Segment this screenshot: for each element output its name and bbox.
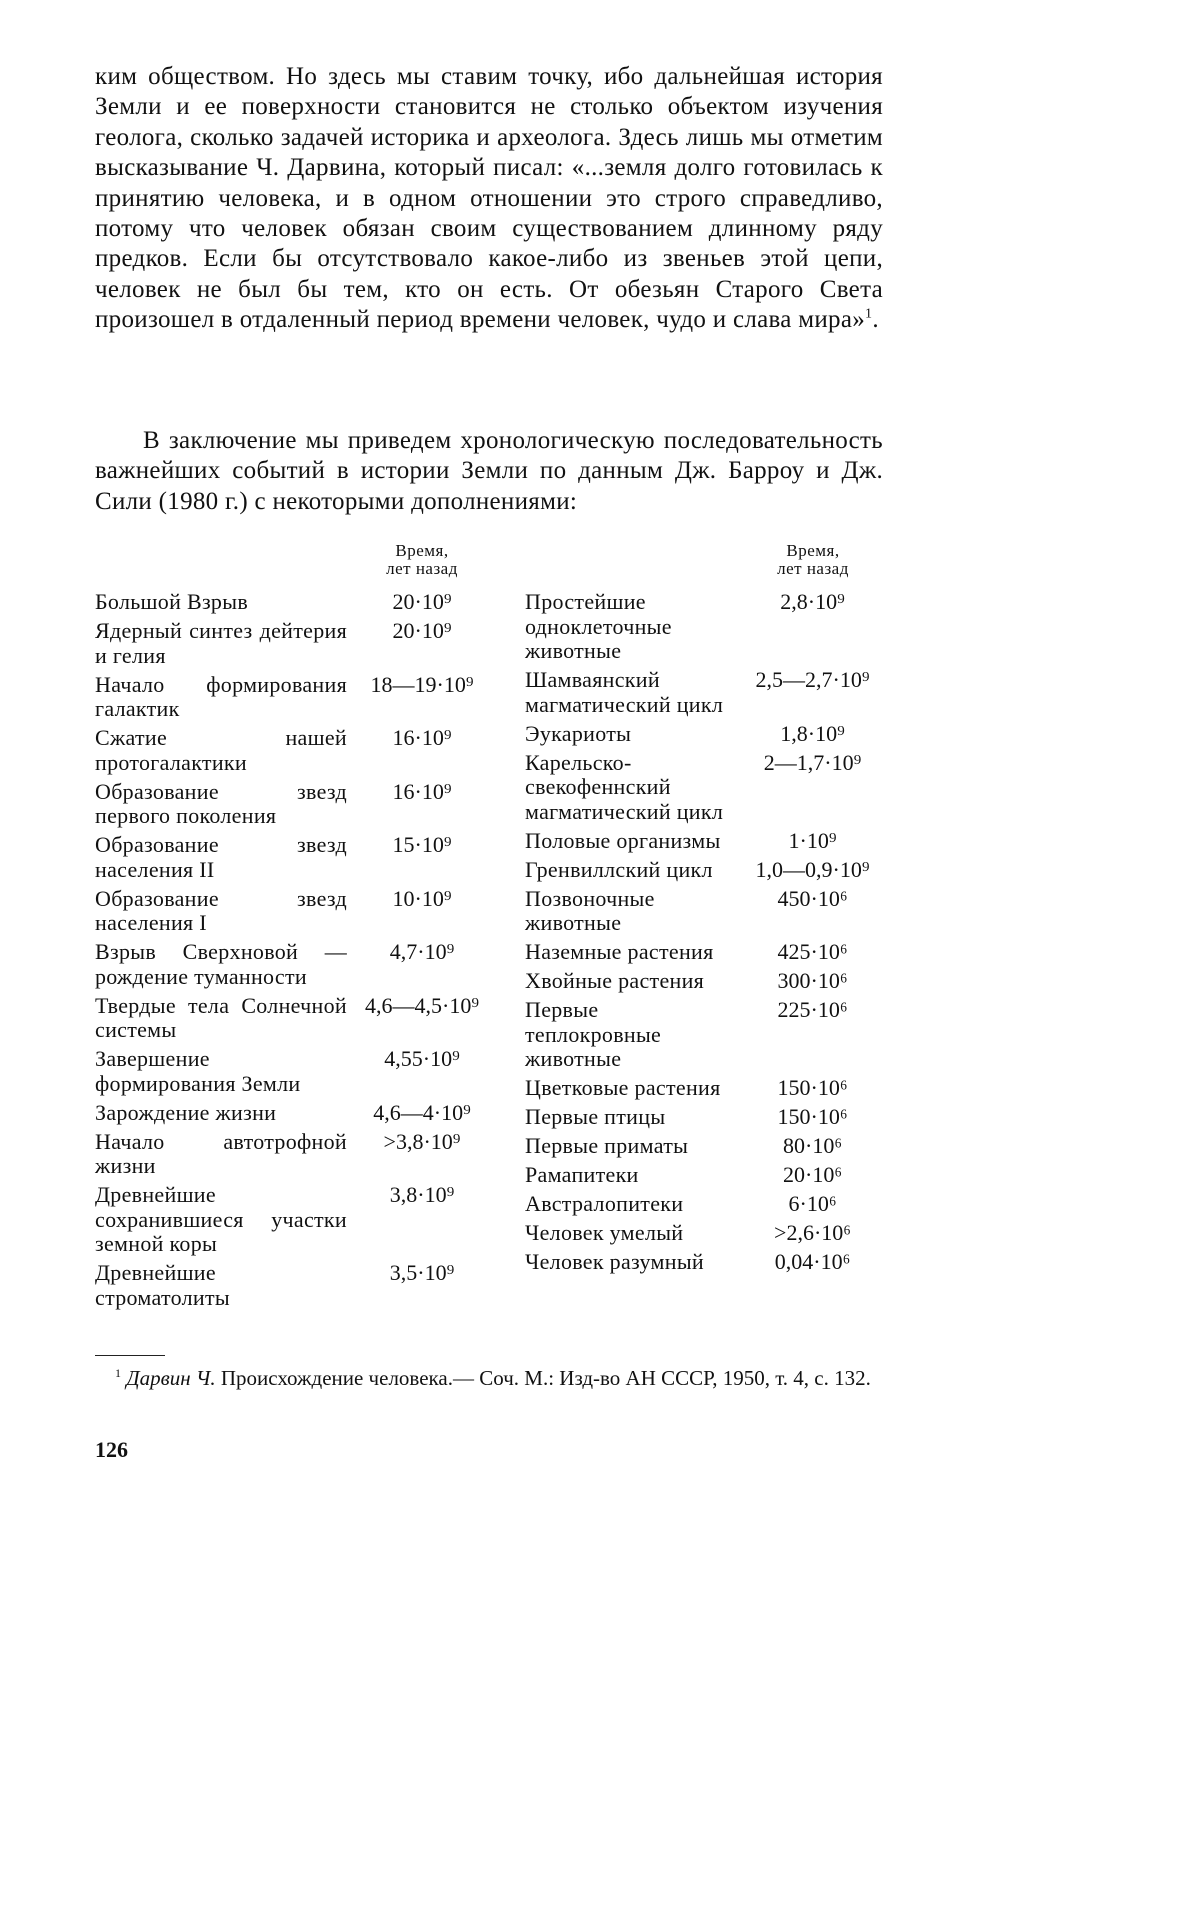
event-name: Древнейшие сохранившиеся участки земной коры [95, 1182, 347, 1256]
table-row [95, 940, 515, 989]
time-value: 1·10⁹ [788, 827, 837, 853]
table-row [525, 668, 945, 717]
event-name: Австралопитеки [525, 1191, 684, 1216]
event-name: Начало автотрофной жизни [95, 1128, 347, 1178]
time-value: 4,6—4,5·10⁹ [365, 992, 479, 1018]
time-value: 18—19·10⁹ [370, 671, 474, 697]
paragraph-darwin-quote [95, 62, 883, 336]
table-row [525, 887, 945, 936]
time-value: >2,6·10⁶ [774, 1220, 851, 1245]
time-value: 2,8·10⁹ [780, 589, 845, 614]
event-name: Хвойные растения [525, 968, 705, 993]
time-value: 1,8·10⁹ [780, 720, 845, 746]
table-row [525, 1105, 945, 1130]
event-name: Гренвиллский цикл [525, 856, 713, 882]
table-row [525, 1076, 945, 1101]
table-row [95, 887, 515, 936]
table-row [95, 994, 515, 1043]
table-row [95, 1183, 515, 1257]
event-name: Эукариоты [525, 720, 632, 746]
event-name: Начало формирования галактик [95, 671, 347, 721]
time-value: 3,8·10⁹ [389, 1182, 455, 1207]
time-value: 2,5—2,7·10⁹ [755, 667, 870, 692]
event-name: Ядерный синтез дейтерия и гелия [95, 618, 347, 668]
event-name: Рамапитеки [525, 1162, 639, 1187]
time-value: 6·10⁶ [788, 1191, 837, 1216]
time-value: 20·10⁶ [783, 1162, 842, 1187]
table-row [95, 1261, 515, 1310]
time-value: 1,0—0,9·10⁹ [755, 856, 870, 882]
time-value: 16·10⁹ [392, 778, 452, 804]
table-row [95, 1047, 515, 1096]
time-value: 3,5·10⁹ [389, 1260, 455, 1285]
time-value: 15·10⁹ [392, 832, 452, 857]
event-name: Большой Взрыв [95, 589, 249, 614]
table-row [95, 1101, 515, 1126]
event-name: Половые организмы [525, 827, 721, 853]
page-number: 126 [95, 1437, 128, 1462]
event-name: Твердые тела Солнечной системы [95, 992, 347, 1042]
event-name: Первые теплокровные животные [525, 997, 662, 1071]
table-row [95, 1130, 515, 1179]
event-name: Цветковые растения [525, 1075, 721, 1100]
time-value: 4,55·10⁹ [384, 1046, 460, 1071]
event-name: Взрыв Сверхновой — рождение туманности [95, 939, 347, 989]
table-row [525, 751, 945, 825]
paragraph-chronology-intro: В заключение мы приведем хронологическую последовательность важнейших событий в истории Земли по данным Дж. Барроу и Дж. Сили (1980 г.) с некоторыми дополнениями: [95, 427, 883, 515]
event-name: Первые приматы [525, 1133, 689, 1158]
footnote-text: Происхождение человека.— Соч. М.: Изд-во АН СССР, 1950, т. 4, с. 132. [215, 1366, 871, 1390]
column-header-line: Время, [395, 541, 449, 560]
event-name: Древнейшие строматолиты [95, 1260, 230, 1310]
chronology-table-right [525, 590, 945, 1279]
table-row [525, 1134, 945, 1159]
table-row [95, 673, 515, 722]
table-row [95, 590, 515, 615]
time-value: 450·10⁶ [777, 885, 848, 911]
chronology-table-left [95, 590, 515, 1315]
event-name: Завершение формирования Земли [95, 1046, 301, 1096]
event-name: Наземные растения [525, 939, 714, 964]
table-row [525, 1163, 945, 1188]
table-row [525, 998, 945, 1072]
event-name: Шамваянский магматический цикл [525, 667, 724, 717]
event-name: Простейшие одноклеточные животные [525, 589, 672, 663]
footnote-reference: 1 [865, 306, 873, 322]
event-name: Человек разумный [525, 1249, 705, 1274]
table-row [525, 858, 945, 883]
right-time-column-header [758, 542, 868, 578]
event-name: Карельско-свекофеннский магматический цикл [525, 749, 724, 824]
paragraph-text: ким обществом. Но здесь мы ставим точку, ибо дальнейшая история Земли и ее поверхности становится не столько объектом изучения геолога, сколько задачей историка и археолога. Здесь лишь мы отметим высказывание Ч. Дарвина, который писал: «...земля долго готовилась к принятию человека, и в одном отношении это строго справедливо, потому что человек обязан своим существованием длинному ряду предков. Если бы отсутствовало какое-либо из звеньев этой цепи, человек не был бы тем, кто он есть. От обезьян Старого Света произошел в отдаленный период времени человек, чудо и слава мира» [95, 63, 883, 334]
table-row [525, 1192, 945, 1217]
time-value: >3,8·10⁹ [383, 1128, 461, 1154]
column-header-line: Время, [786, 541, 840, 560]
table-row [525, 829, 945, 854]
time-value: 4,6—4·10⁹ [373, 1099, 471, 1125]
time-value: 10·10⁹ [392, 885, 452, 911]
time-value: 300·10⁶ [777, 968, 848, 993]
left-time-column-header [362, 542, 482, 578]
time-value: 4,7·10⁹ [389, 939, 455, 964]
table-row [525, 590, 945, 664]
event-name: Позвоночные животные [525, 885, 655, 935]
footnote-marker: 1 [115, 1366, 121, 1380]
column-header-line: лет назад [777, 559, 849, 578]
event-name: Человек умелый [525, 1220, 684, 1245]
footnote-divider [95, 1355, 165, 1356]
time-value: 0,04·10⁶ [774, 1249, 851, 1274]
event-name: Зарождение жизни [95, 1099, 277, 1125]
time-value: 225·10⁶ [777, 997, 848, 1022]
time-value: 20·10⁹ [392, 589, 452, 614]
paragraph-end: . [872, 306, 879, 334]
table-row [525, 1250, 945, 1275]
event-name: Образование звезд населения I [95, 885, 347, 935]
table-row [95, 780, 515, 829]
table-row [95, 619, 515, 668]
table-row [525, 969, 945, 994]
time-value: 20·10⁹ [392, 618, 452, 643]
time-value: 425·10⁶ [777, 939, 848, 964]
table-row [525, 722, 945, 747]
footnote [95, 1360, 883, 1391]
time-value: 16·10⁹ [392, 725, 452, 750]
table-row [95, 726, 515, 775]
table-row [525, 1221, 945, 1246]
time-value: 150·10⁶ [777, 1075, 848, 1100]
table-row [95, 833, 515, 882]
event-name: Образование звезд населения II [95, 832, 347, 882]
table-row [525, 940, 945, 965]
event-name: Сжатие нашей протогалактики [95, 725, 347, 775]
event-name: Первые птицы [525, 1104, 666, 1129]
column-header-line: лет назад [386, 559, 458, 578]
time-value: 2—1,7·10⁹ [763, 749, 862, 775]
time-value: 150·10⁶ [777, 1104, 848, 1129]
event-name: Образование звезд первого поколения [95, 778, 347, 828]
time-value: 80·10⁶ [783, 1133, 842, 1158]
footnote-author: Дарвин Ч. [126, 1366, 216, 1390]
